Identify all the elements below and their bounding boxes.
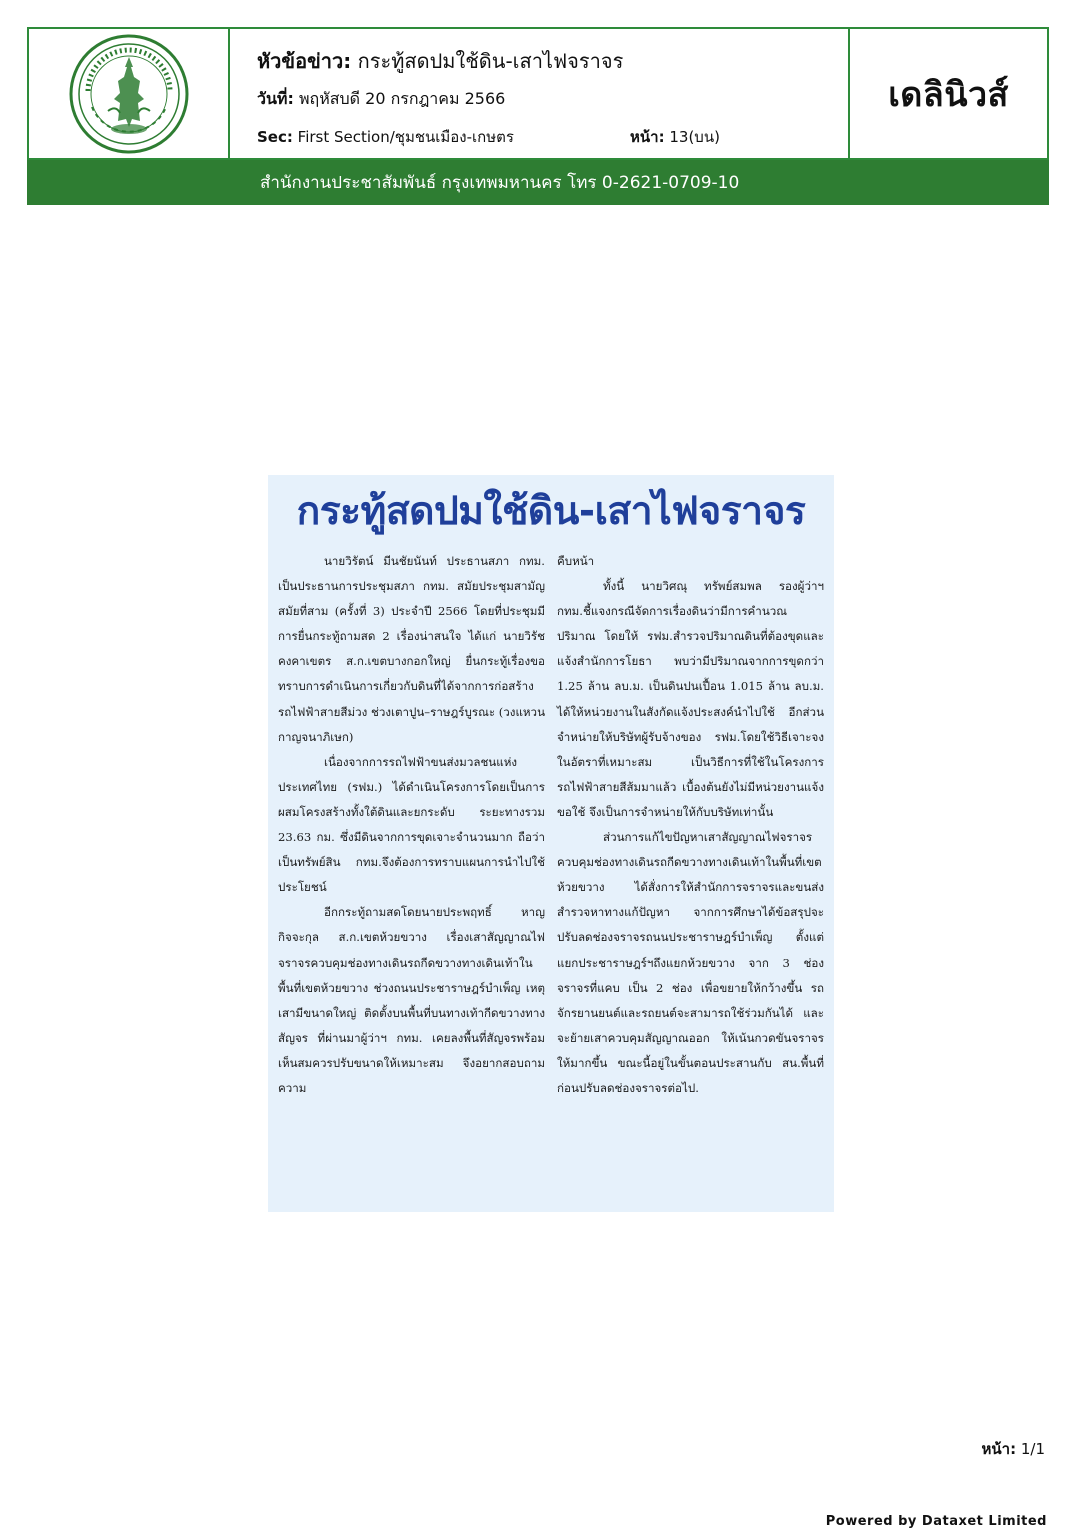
powered-by: Powered by Dataxet Limited xyxy=(825,1514,1047,1529)
article-paragraph: ส่วนการแก้ไขปัญหาเสาสัญญาณไฟจราจรควบคุมช่องทางเดินรถกีดขวางทางเดินเท้าในพื้นที่เขตห้วยขวาง ได้สั่งการให้สำนักการจราจรและขนส่ง สำรวจหาทางแก้ปัญหา จากการศึกษาได้ข้อสรุปจะปรับลดช่องจราจรถนนประชาราษฎร์บำเพ็ญ ตั้งแต่แยกประชาราษฎร์ฯถึงแยกห้วยขวาง จาก 3 ช่องจราจรที่แคบ เป็น 2 ช่อง เพื่อขยายให้กว้างขึ้น รถจักรยานยนต์และรถยนต์จะสามารถใช้ร่วมกันได้ และจะย้ายเสาควบคุมสัญญาณออก ให้เน้นกวดขันจราจรให้มากขึ้น ขณะนี้อยู่ในขั้นตอนประสานกับ สน.พื้นที่ ก่อนปรับลดช่องจราจรต่อไป. xyxy=(557,830,824,1095)
headline-row xyxy=(257,45,623,77)
section-row xyxy=(257,125,514,149)
page-counter xyxy=(982,1437,1046,1461)
article-paragraph: อีกกระทู้ถามสดโดยนายประพฤทธิ์ หาญกิจจะกุล ส.ก.เขตห้วยขวาง เรื่องเสาสัญญาณไฟจราจรควบคุมช่องทางเดินรถกีดขวางทางเดินเท้าในพื้นที่เขตห้วยขวาง ช่วงถนนประชาราษฎร์บำเพ็ญ เหตุเสามีขนาดใหญ่ ติดตั้งบนพื้นที่บนทางเท้ากีดขวางทางสัญจร ที่ผ่านมาผู้ว่าฯ กทม. เคยลงพื้นที่สัญจรพร้อมเห็นสมควรปรับขนาดให้เหมาะสม จึงอยากสอบถามความ xyxy=(278,905,545,1095)
article-column-left xyxy=(278,549,545,1199)
contact-bar-text: สำนักงานประชาสัมพันธ์ กรุงเทพมหานคร โทร 0-2621-0709-10 xyxy=(260,173,740,193)
date-text: พฤหัสบดี 20 กรกฎาคม 2566 xyxy=(298,89,506,108)
headline-text: กระทู้สดปมใช้ดิน-เสาไฟจราจร xyxy=(357,49,624,73)
date-label: วันที่: xyxy=(257,89,294,108)
article-paragraph: นายวิรัตน์ มีนชัยนันท์ ประธานสภา กทม. เป็นประธานการประชุมสภา กทม. สมัยประชุมสามัญสมัยที่สาม (ครั้งที่ 3) ประจำปี 2566 โดยที่ประชุมมีการยื่นกระทู้ถามสด 2 เรื่องน่าสนใจ ได้แก่ นายวิรัช คงคาเขตร ส.ก.เขตบางกอกใหญ่ ยื่นกระทู้เรื่องขอทราบการดำเนินการเกี่ยวกับดินที่ได้จากการก่อสร้างรถไฟฟ้าสายสีม่วง ช่วงเตาปูน–ราษฎร์บูรณะ (วงแหวนกาญจนาภิเษก) xyxy=(278,554,545,744)
newspaper-logo: เดลินิวส์ xyxy=(888,74,1009,115)
section-label: Sec: xyxy=(257,128,293,146)
bangkok-city-seal-icon xyxy=(68,33,190,155)
page-row xyxy=(630,125,720,149)
news-clipping xyxy=(268,475,834,1212)
article-paragraph: เนื่องจากการรถไฟฟ้าขนส่งมวลชนแห่งประเทศไทย (รฟม.) ได้ดำเนินโครงการโดยเป็นการผสมโครงสร้างทั้งใต้ดินและยกระดับ ระยะทางรวม 23.63 กม. ซึ่งมีดินจากการขุดเจาะจำนวนมาก ถือว่าเป็นทรัพย์สิน กทม.จึงต้องการทราบแผนการนำไปใช้ประโยชน์ xyxy=(278,754,545,895)
newspaper-cell xyxy=(850,29,1047,158)
contact-bar xyxy=(27,160,1049,205)
article-columns xyxy=(278,549,824,1199)
article-paragraph: คืบหน้า xyxy=(557,554,595,568)
page-label: หน้า: xyxy=(630,128,665,146)
headline-label: หัวข้อข่าว: xyxy=(257,49,352,73)
article-column-right xyxy=(557,549,824,1199)
clipping-header xyxy=(27,27,1049,160)
page-counter-value: 1/1 xyxy=(1020,1440,1045,1458)
page-text: 13(บน) xyxy=(669,128,720,146)
logo-cell xyxy=(29,29,230,158)
page-counter-label: หน้า: xyxy=(981,1440,1017,1458)
meta-cell xyxy=(230,29,850,158)
article-title: กระทู้สดปมใช้ดิน-เสาไฟจราจร xyxy=(296,489,806,534)
article-paragraph: ทั้งนี้ นายวิศณุ ทรัพย์สมพล รองผู้ว่าฯ กทม.ชี้แจงกรณีจัดการเรื่องดินว่ามีการคำนวณปริมาณ โดยให้ รฟม.สำรวจปริมาณดินที่ต้องขุดและแจ้งสำนักการโยธา พบว่ามีปริมาณจากการขุดกว่า 1.25 ล้าน ลบ.ม. เป็นดินปนเปื้อน 1.015 ล้าน ลบ.ม. ได้ให้หน่วยงานในสังกัดแจ้งประสงค์นำไปใช้ อีกส่วนจำหน่ายให้บริษัทผู้รับจ้างของ รฟม.โดยใช้วิธีเจาะจงในอัตราที่เหมาะสม เป็นวิธีการที่ใช้ในโครงการรถไฟฟ้าสายสีส้มมาแล้ว เบื้องต้นยังไม่มีหน่วยงานแจ้งขอใช้ จึงเป็นการจำหน่ายให้กับบริษัทเท่านั้น xyxy=(557,579,824,819)
section-text: First Section/ชุมชนเมือง-เกษตร xyxy=(297,128,514,146)
date-row xyxy=(257,87,505,112)
